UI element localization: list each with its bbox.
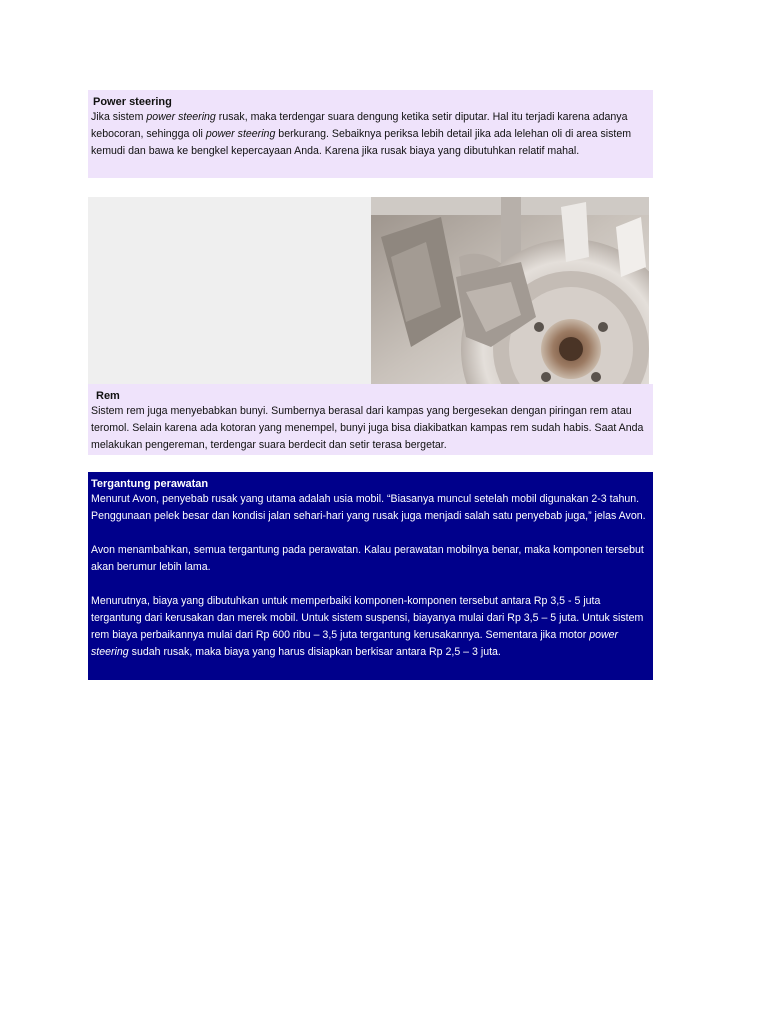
text-run: Menurutnya, biaya yang dibutuhkan untuk memperbaiki komponen-komponen tersebut antara Rp 3,5 - 5 juta tergantung dari kerusakan dan merek mobil. Untuk sistem suspensi, biayanya mulai dari Rp 3,5 – 5 juta. Untuk sistem rem biaya perbaikannya mulai dari Rp 600 ribu – 3,5 juta tergantung kerusakannya. Sementara jika motor xyxy=(91,595,644,641)
tergantung-heading: Tergantung perawatan xyxy=(91,478,209,490)
rem-text: Sistem rem juga menyebabkan bunyi. Sumbernya berasal dari kampas yang bergesekan dengan piringan rem atau teromol. Selain karena ada kotoran yang menempel, bunyi juga bisa diakibatkan kampas rem sudah habis. Saat Anda melakukan pengereman, terdengar suara berdecit dan setir terasa bergetar. xyxy=(91,405,644,451)
text-emphasis: power steering xyxy=(205,128,276,140)
power-steering-section xyxy=(88,90,653,178)
image-row xyxy=(88,197,653,384)
power-steering-text xyxy=(91,109,650,160)
text-run: rusak, maka terdengar suara dengung ketika setir diputar. Hal itu terjadi karena adanya kebocoran, sehingga oli xyxy=(91,111,628,140)
text-run: sudah rusak, maka biaya yang harus disiapkan berkisar antara Rp 2,5 – 3 juta. xyxy=(128,646,501,658)
brake-disc-photo xyxy=(371,197,649,384)
text-emphasis: power steering xyxy=(146,111,216,123)
text-run: berkurang. Sebaiknya periksa lebih detail jika ada lelehan oli di area sistem kemudi dan bawa ke bengkel kepercayaan Anda. Karena jika rusak biaya yang dibutuhkan relatif mahal. xyxy=(91,128,632,157)
tergantung-perawatan-section xyxy=(88,472,653,680)
tergantung-paragraph-3 xyxy=(91,593,650,661)
rem-heading: Rem xyxy=(96,390,120,402)
text-run: Jika sistem xyxy=(91,111,147,123)
image-placeholder xyxy=(88,197,371,384)
text-emphasis: power steering xyxy=(91,629,619,658)
tergantung-paragraph-2: Avon menambahkan, semua tergantung pada perawatan. Kalau perawatan mobilnya benar, maka komponen tersebut akan berumur lebih lama. xyxy=(91,544,644,573)
rem-section xyxy=(88,384,653,455)
power-steering-heading: Power steering xyxy=(93,96,172,108)
tergantung-paragraph-1: Menurut Avon, penyebab rusak yang utama adalah usia mobil. “Biasanya muncul setelah mobil digunakan 2-3 tahun. Penggunaan pelek besar dan kondisi jalan sehari-hari yang rusak juga menjadi salah satu penyebab juga,” jelas Avon. xyxy=(91,493,646,522)
brake-disc-illustration xyxy=(371,197,649,384)
